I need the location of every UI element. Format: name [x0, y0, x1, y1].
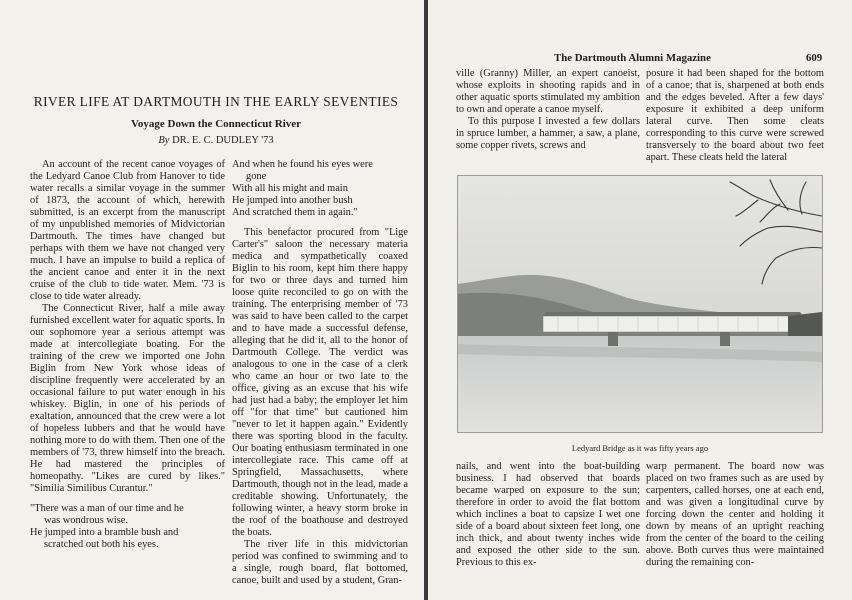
- paragraph: This benefactor procured from "Lige Carter's" saloon the necessary materia medica and sympathetically coaxed Biglin to his room, kept him there happy for two or three days and turned him loose quite reconciled to go on with the training. The enterprising member of '73 was said to have been called to the carpet and to have made a successful defense, alleging that he did it, all to the honor of Dartmouth College. The verdict was analogous to one in the case of a clerk who came an hour or two late to the office, giving as an excuse that his wife had just had a baby; the employer let him off "for that time" but cautioned him "never to let it happen again." Evidently there was sporting blood in the faculty. Our boating enthusiasm terminated in one intercollegiate race. This came off at Springfield, Massachusetts, where Dartmouth, though not in the lead, made a creditable showing. Unfortunately, the following winter, a heavy storm broke in the roof of the boathouse and destroyed the boats.: [232, 227, 408, 538]
- page-number: 609: [806, 52, 823, 64]
- ledyard-bridge-photo: [457, 175, 823, 433]
- byline-author: DR. E. C. DUDLEY '73: [172, 135, 274, 146]
- paragraph: An account of the recent canoe voyages of the Ledyard Canoe Club from Hanover to tide water recalls a similar voyage in the summer of 1873, the account of which, herewith submitted, is an excerpt from the manuscript of my unpublished memories of Midvictorian Dartmouth. The times have changed but perhaps with them we have not changed very much. I have an impulse to build a replica of the ancient canoe and enter it in the next cruise of the club to tide water. Mem. '73 is close to tide water already.: [30, 159, 225, 302]
- poem-line: He jumped into another bush: [232, 195, 353, 206]
- right-page: [428, 0, 852, 600]
- paragraph: nails, and went into the boat-building business. I had observed that boards became warped on exposure to the sun; therefore in order to avoid the flat bottom which inclines a boat to capsize I wet one side of a board about sixteen feet long, one inch thick, and about twenty inches wide and exposed the other side to the sun. Previous to this ex-: [456, 461, 640, 568]
- poem-line: "There was a man of our time and he: [30, 503, 184, 514]
- right-top-column-1: [456, 68, 640, 152]
- paragraph: The Connecticut River, half a mile away furnished excellent water for aquatic sports. In our sophomore year a serious attempt was made at intercollegiate boating. For the training of the crew we imported one John Biglin from New York whose ideas of discipline frequently were accelerated by an occasional failure to put water enough in his whiskey. Biglin, in one of his periods of exaltation, announced that the crew were a lot of hopeless lubbers and that he would have nothing more to do with them. Then one of the members of '73, threw himself into the breach. He had mastered the principles of homeopathy. "Likes are cured by likes." "Similia Similibus Curantur.": [30, 303, 225, 494]
- poem-stanza-1: [30, 503, 225, 551]
- paragraph: To this purpose I invested a few dollars in spruce lumber, a hammer, a saw, a plane, some copper rivets, screws and: [456, 116, 640, 151]
- poem-stanza-2: [232, 159, 408, 219]
- photo-caption: Ledyard Bridge as it was fifty years ago: [571, 443, 709, 453]
- left-page: [0, 0, 424, 600]
- paragraph: The river life in this midvictorian period was confined to swimming and to a single, rough board, flat bottomed, canoe, built and used by a student, Gran-: [232, 539, 408, 586]
- paragraph: warp permanent. The board now was placed on two frames such as are used by carpenters, called horses, one at each end, and was given a longitudinal curve by forcing down the center and holding it down by means of an upright reaching from the center of the board to the ceiling above. Both curves thus were maintained during the remaining con-: [646, 461, 824, 568]
- left-column-2: [232, 159, 408, 587]
- poem-line: And when he found his eyes were: [232, 159, 373, 170]
- poem-line: scratched out both his eyes.: [44, 539, 159, 550]
- covered-bridge: [543, 316, 803, 332]
- article-subtitle: Voyage Down the Connecticut River: [130, 118, 302, 130]
- poem-line: And scratched them in again.": [232, 207, 358, 218]
- far-bank: [788, 312, 822, 336]
- poem-line: was wondrous wise.: [44, 515, 128, 526]
- poem-line: With all his might and main: [232, 183, 348, 194]
- right-top-column-2: [646, 68, 824, 164]
- article-byline: [20, 135, 412, 146]
- right-bottom-column-2: [646, 461, 824, 569]
- bridge-pier: [608, 332, 618, 346]
- bridge-pier: [720, 332, 730, 346]
- article-title: RIVER LIFE AT DARTMOUTH IN THE EARLY SEVENTIES: [33, 94, 399, 109]
- paragraph: ville (Granny) Miller, an expert canoeist, whose exploits in shooting rapids and in other aquatic sports stimulated my ambition to own and operate a canoe myself.: [456, 68, 640, 115]
- left-column-1: [30, 159, 225, 551]
- bridge-roof: [543, 312, 803, 316]
- poem-line: He jumped into a bramble bush and: [30, 527, 179, 538]
- poem-line: gone: [246, 171, 267, 182]
- byline-by: By: [158, 135, 170, 146]
- right-bottom-column-1: [456, 461, 640, 569]
- paragraph: posure it had been shaped for the bottom of a canoe; that is, sharpened at both ends and the edges beveled. After a few days' exposure it exhibited a deep uniform lateral curve. Then some cleats corresponding to this curve were screwed transversely to the board about two feet apart. These cleats held the lateral: [646, 68, 824, 163]
- photo-illustration: [458, 176, 822, 432]
- running-header-title: The Dartmouth Alumni Magazine: [554, 52, 711, 64]
